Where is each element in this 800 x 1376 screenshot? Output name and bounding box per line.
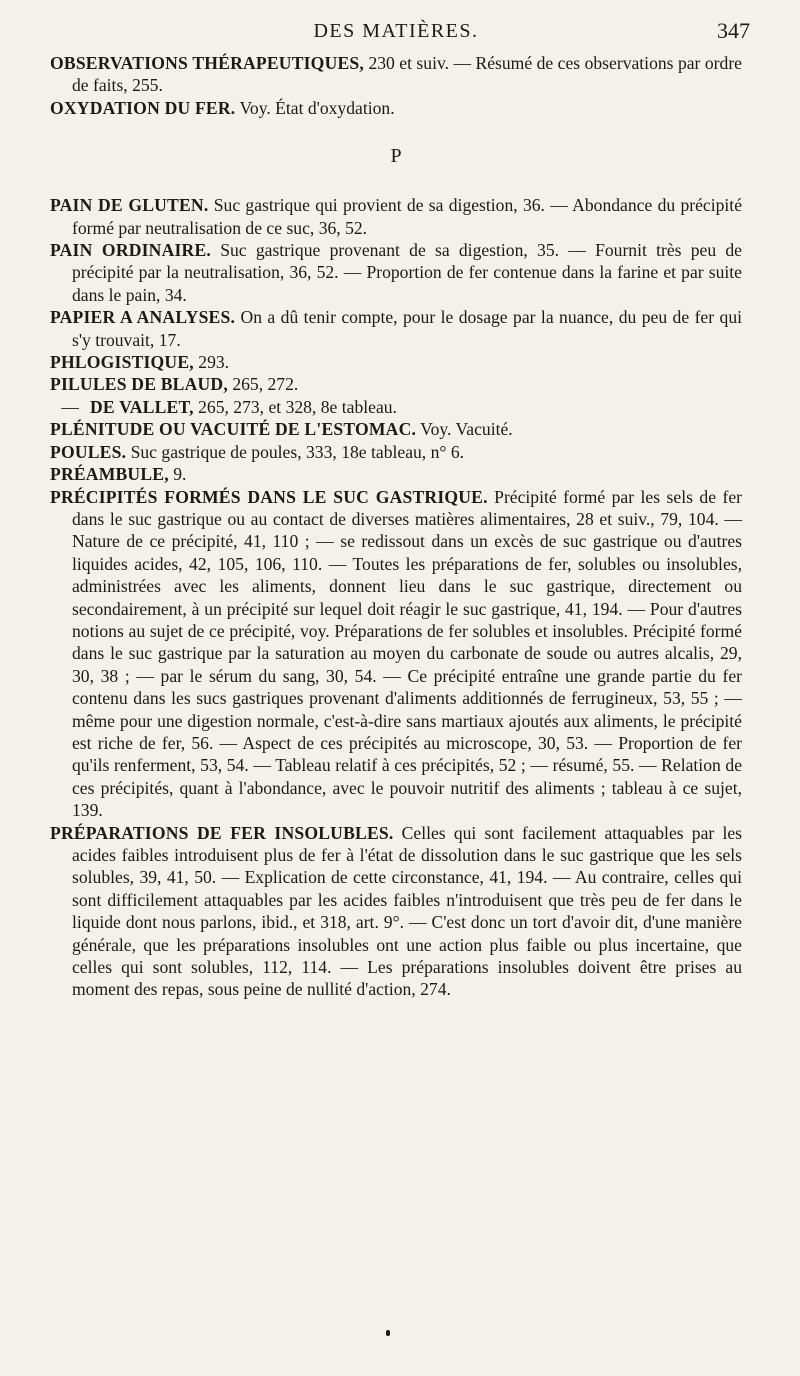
index-entry [50,239,742,306]
entry-body: 293. [193,352,230,373]
index-entry [50,463,742,485]
entry-body: 265, 273, et 328, 8e tableau. [193,396,397,417]
index-entry [50,306,742,351]
index-entry [50,52,742,97]
subentry-dash: — [61,396,79,417]
index-entry [50,351,742,373]
running-title: DES MATIÈRES. [313,20,479,42]
entry-body: Suc gastrique provenant de sa digestion, 35. — Fournit très peu de précipité par la neutralisation, 36, 52. — Proportion de fer contenue dans la farine et par suite dans le pain, 34. [72,240,742,305]
entry-body: 265, 272. [227,374,299,395]
entry-term: PAPIER A ANALYSES. [50,307,236,328]
entry-body: Suc gastrique de poules, 333, 18e tableau, n° 6. [126,441,465,462]
index-entry-subentry [50,396,742,418]
section-letter: P [390,145,402,168]
entry-term: PHLOGISTIQUE, [50,352,194,373]
index-entry [50,373,742,395]
entry-term: PLÉNITUDE OU VACUITÉ DE L'ESTOMAC. [50,419,417,440]
entry-term: POULES. [50,441,127,462]
index-entry [50,486,742,822]
index-entry [50,97,742,119]
entry-term: PRÉPARATIONS DE FER INSOLUBLES. [50,822,394,843]
entry-body: Celles qui sont facilement attaquables par les acides faibles introduisent plus de fer à l'état de dissolution dans le suc gastrique que les sels solubles, 39, 41, 50. — Explication de cette circonstance, 41, 194. — Au contraire, celles qui sont difficilement attaquables par les acides faibles n'introduisent que très peu de fer dans le liquide dont nous parlons, ibid., et 318, art. 9°. — C'est donc un tort d'avoir dit, d'une manière générale, que les préparations insolubles ont une action plus faible ou plus incertaine, que celles qui sont solubles, 112, 114. — Les préparations insolubles doivent être prises au moment des repas, sous peine de nullité d'action, 274. [72,822,742,1000]
running-head [50,8,750,52]
entry-body: 230 et suiv. — Résumé de ces observations par ordre de faits, 255. [72,53,742,96]
entry-body: 9. [168,464,187,485]
entry-body: Suc gastrique qui provient de sa digestion, 36. — Abondance du précipité formé par neutralisation de ce suc, 36, 52. [72,195,743,238]
entry-term: PAIN ORDINAIRE. [50,240,211,261]
entry-term: PAIN DE GLUTEN. [50,195,209,216]
index-entry [50,441,742,463]
index-entry [50,822,742,1001]
entry-body: Voy. État d'oxydation. [235,97,395,118]
entry-body: On a dû tenir compte, pour le dosage par la nuance, du peu de fer qui s'y trouvait, 17. [72,307,743,350]
entry-term: OXYDATION DU FER. [50,97,236,118]
entry-term: DE VALLET, [90,396,194,417]
entry-term: PRÉAMBULE, [50,464,169,485]
entry-body: Précipité formé par les sels de fer dans le suc gastrique ou au contact de diverses matières alimentaires, 28 et suiv., 79, 104. — Nature de ce précipité, 41, 110 ; — se redissout dans un excès de suc gastrique ou d'autres liquides acides, 42, 105, 106, 110. — Toutes les préparations de fer, solubles ou insolubles, administrées avec les aliments, donnent lieu dans le suc gastrique, directement ou secondairement, à un précipité sur lequel doit réagir le suc gastrique, 41, 194. — Pour d'autres notions au sujet de ce précipité, voy. Préparations de fer solubles et insolubles. Précipité formé dans le suc gastrique par la saturation au moyen du carbonate de soude ou autres alcalis, 29, 30, 38 ; — par le sérum du sang, 30, 54. — Ce précipité entraîne une grande partie du fer contenu dans les sucs gastriques provenant d'aliments additionnés de ferrugineux, 53, 55 ; — même pour une digestion normale, c'est-à-dire sans martiaux ajoutés aux aliments, le précipité est riche de fer, 56. — Aspect de ces précipités au microscope, 30, 53. — Proportion de fer qu'ils renferment, 53, 54. — Tableau relatif à ces précipités, 52 ; — résumé, 55. — Relation de ces précipités, quant à l'abondance, avec le pouvoir nutritif des aliments ; tableau à ce sujet, 139. [72,486,742,821]
page-number: 347 [717,18,750,43]
entry-term: PILULES DE BLAUD, [50,374,228,395]
index-entry [50,194,742,239]
index-entry [50,418,742,440]
entry-body: Voy. Vacuité. [416,419,513,440]
ink-speck [386,1330,390,1336]
entry-term: PRÉCIPITÉS FORMÉS DANS LE SUC GASTRIQUE. [50,486,488,507]
entry-term: OBSERVATIONS THÉRAPEUTIQUES, [50,53,364,73]
